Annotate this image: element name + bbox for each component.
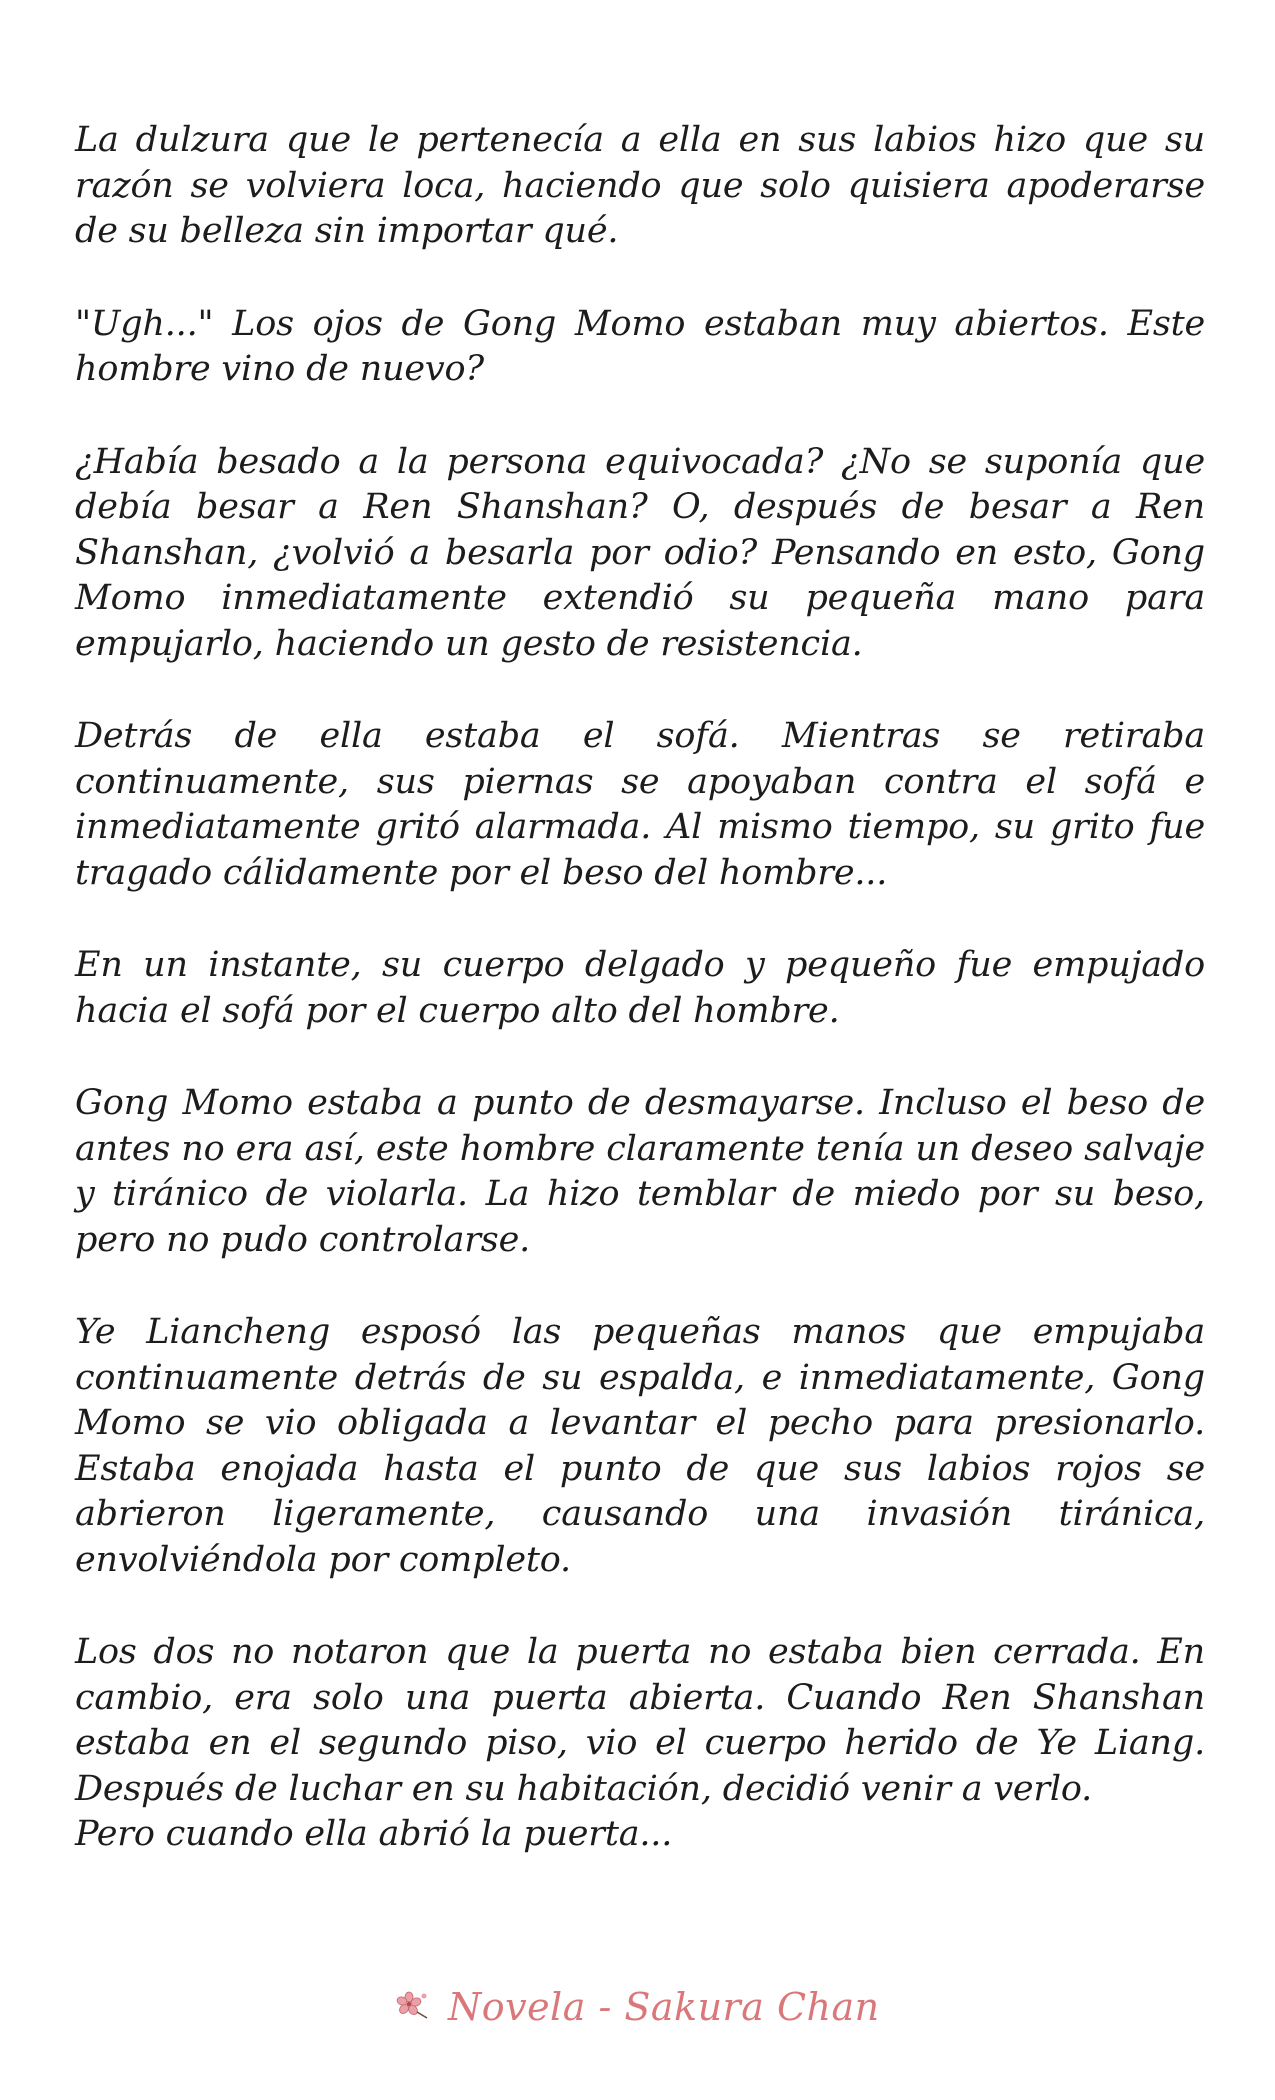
footer-watermark xyxy=(0,1985,1275,2033)
closing-line: Pero cuando ella abrió la puerta... xyxy=(75,1814,673,1854)
paragraph-6: Gong Momo estaba a punto de desmayarse. Incluso el beso de antes no era así, este hombre claramente tenía un deseo salvaje y tiránico de violarla. La hizo temblar de miedo por su beso, pero no pudo controlarse. xyxy=(75,1083,1205,1260)
footer-text: Novela - Sakura Chan xyxy=(447,1985,880,2029)
paragraph-7: Ye Liancheng esposó las pequeñas manos que empujaba continuamente detrás de su espalda, e inmediatamente, Gong Momo se vio obligada a levantar el pecho para presionarlo. Estaba enojada hasta el punto de que sus labios rojos se abrieron ligeramente, causando una invasión tiránica, envolviéndola por completo. xyxy=(75,1312,1205,1580)
paragraph-3: ¿Había besado a la persona equivocada? ¿No se suponía que debía besar a Ren Shanshan? O, después de besar a Ren Shanshan, ¿volvió a besarla por odio? Pensando en esto, Gong Momo inmediatamente extendió su pequeña mano para empujarlo, haciendo un gesto de resistencia. xyxy=(75,441,1205,664)
chapter-text xyxy=(75,118,1205,1858)
paragraph-2: "Ugh..." Los ojos de Gong Momo estaban muy abiertos. Este hombre vino de nuevo? xyxy=(75,303,1205,389)
paragraph-5: En un instante, su cuerpo delgado y pequeño fue empujado hacia el sofá por el cuerpo alto del hombre. xyxy=(75,945,1205,1031)
paragraph-8-block xyxy=(75,1630,1205,1858)
sakura-flower-icon xyxy=(395,1985,429,2029)
paragraph-4: Detrás de ella estaba el sofá. Mientras se retiraba continuamente, sus piernas se apoyaban contra el sofá e inmediatamente gritó alarmada. Al mismo tiempo, su grito fue tragado cálidamente por el beso del hombre... xyxy=(75,716,1205,893)
paragraph-8: Los dos no notaron que la puerta no estaba bien cerrada. En cambio, era solo una puerta abierta. Cuando Ren Shanshan estaba en el segundo piso, vio el cuerpo herido de Ye Liang. Después de luchar en su habitación, decidió venir a verlo. xyxy=(75,1632,1205,1809)
paragraph-1: La dulzura que le pertenecía a ella en sus labios hizo que su razón se volviera loca, haciendo que solo quisiera apoderarse de su belleza sin importar qué. xyxy=(75,120,1205,251)
